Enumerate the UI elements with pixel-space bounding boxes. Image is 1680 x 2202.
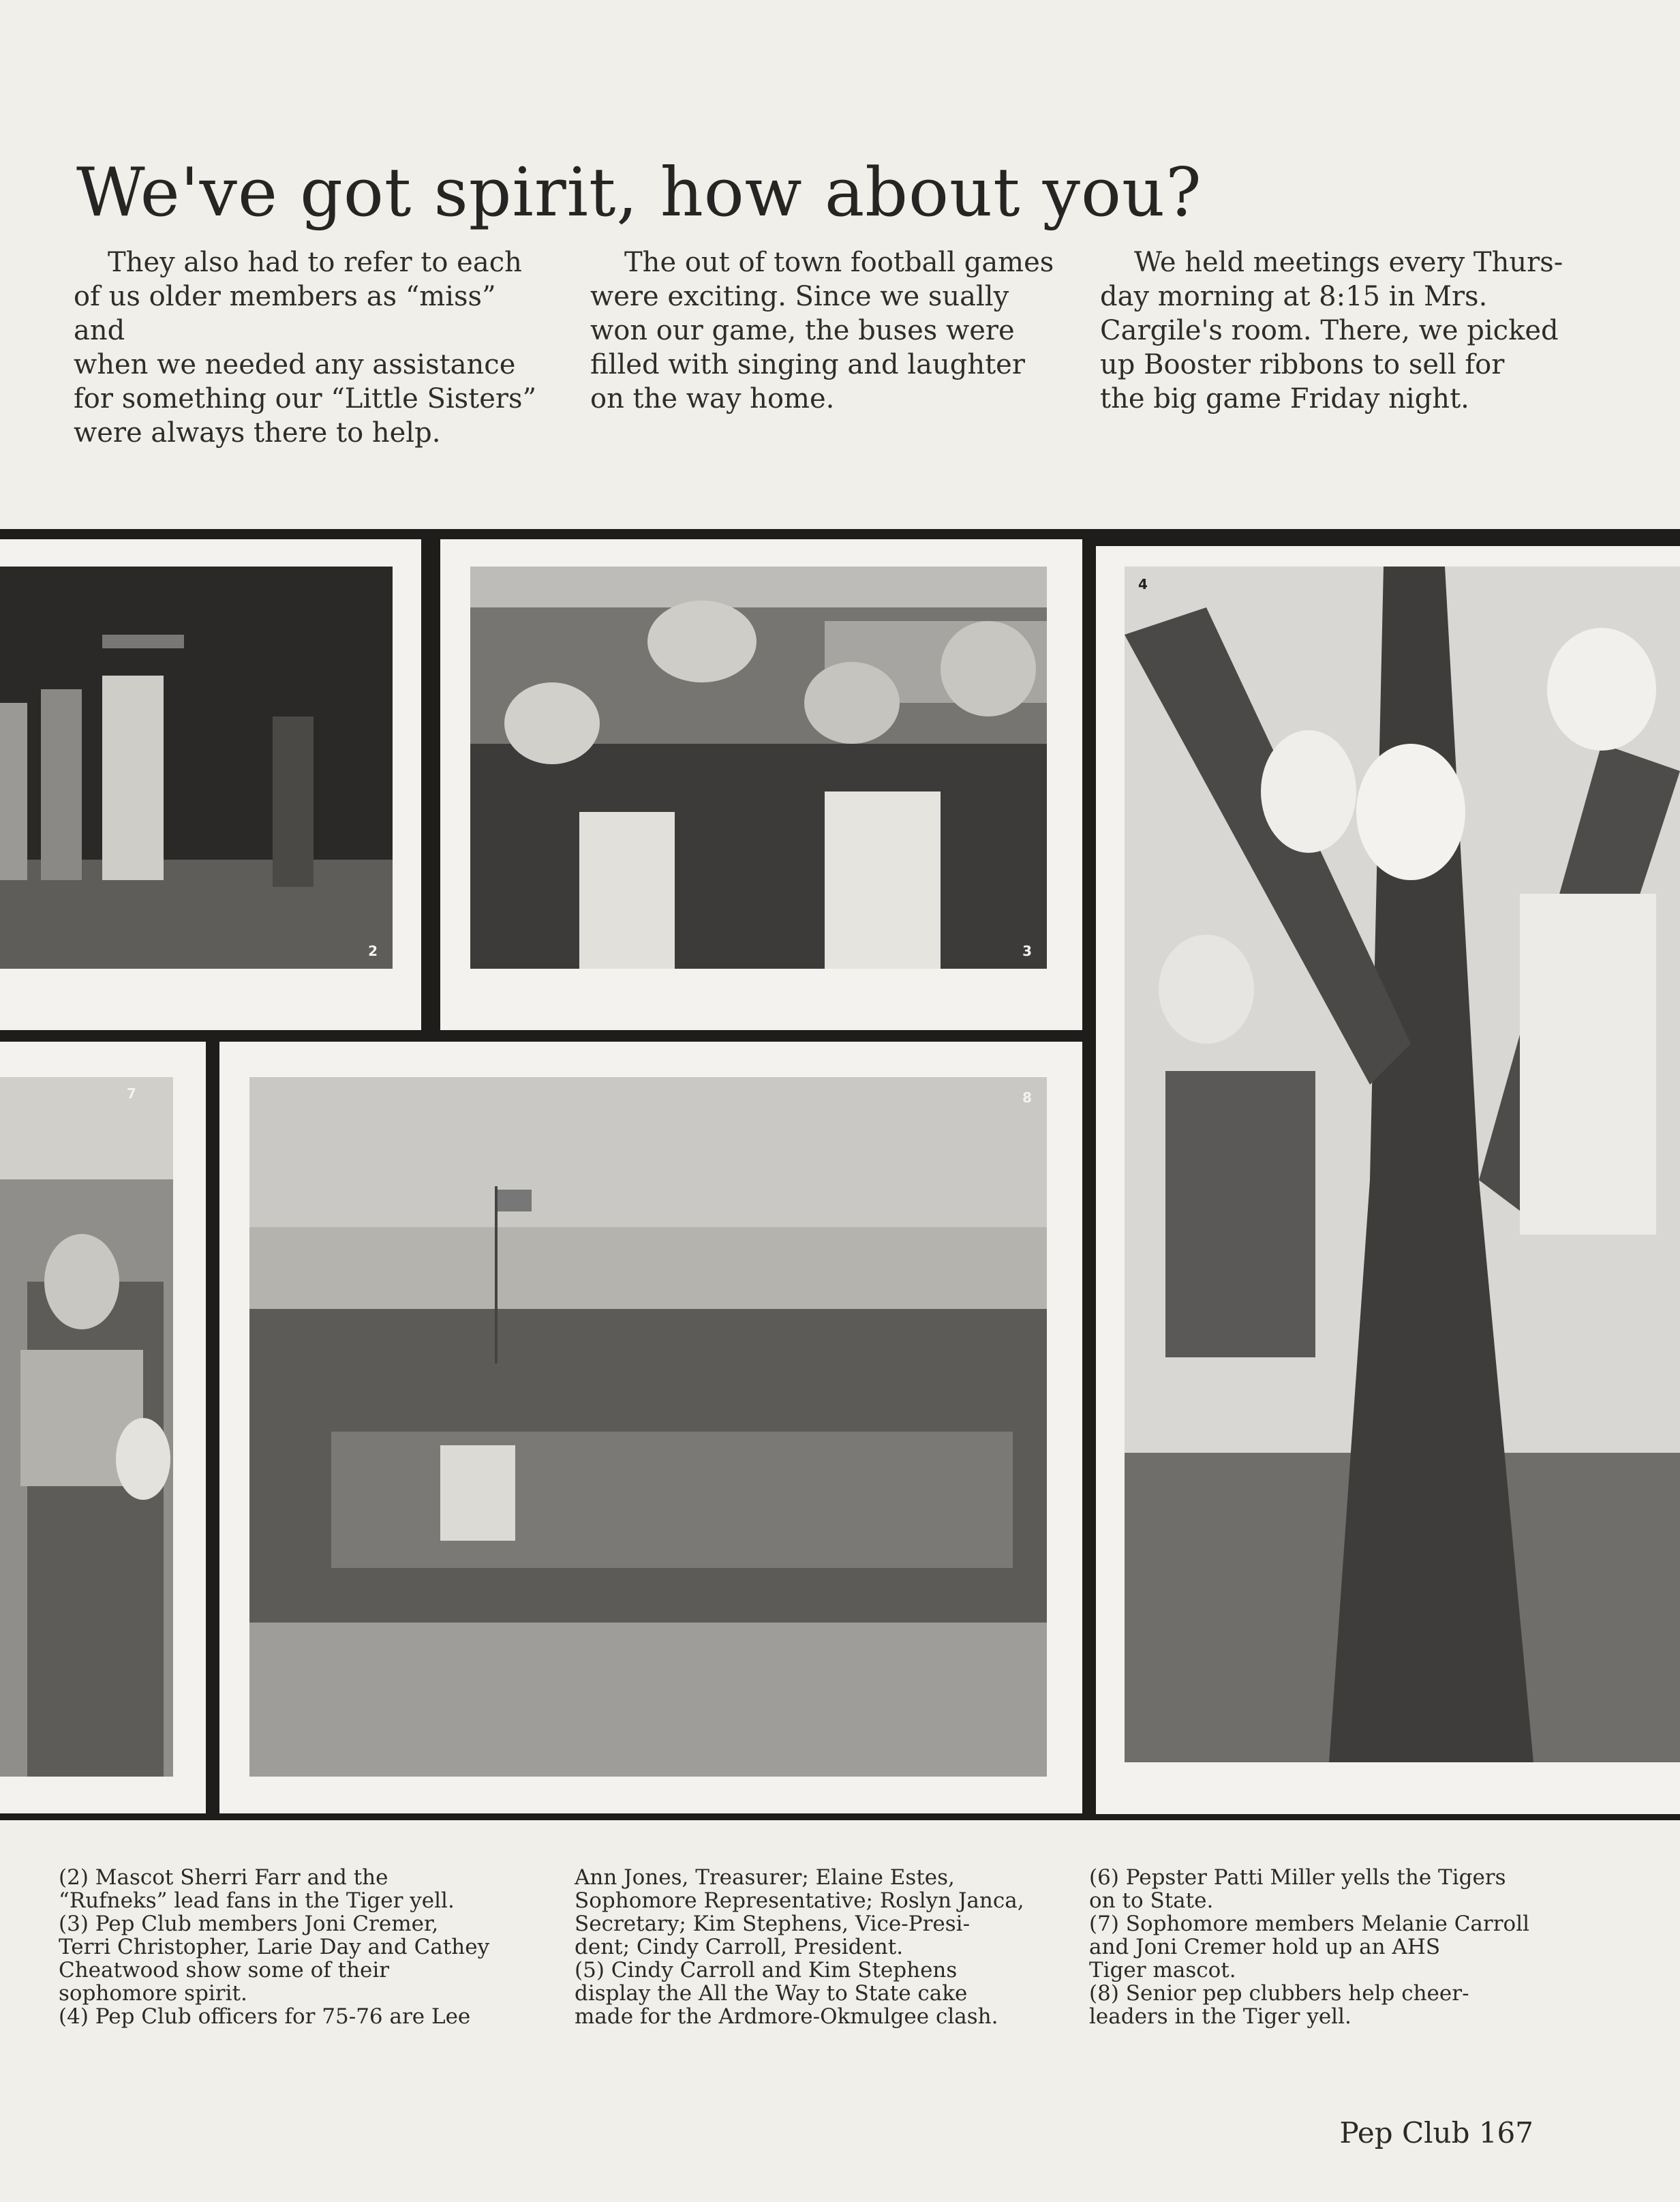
caption-line: Terri Christopher, Larie Day and Cathey (59, 1935, 490, 1959)
text-line: up Booster ribbons to sell for (1100, 349, 1505, 380)
caption-line: Secretary; Kim Stephens, Vice-Presi- (575, 1912, 971, 1936)
text-line: when we needed any assistance (74, 349, 516, 380)
folio-page-number: 167 (1478, 2116, 1533, 2150)
photo-image (1125, 567, 1680, 1762)
photo-image (470, 567, 1047, 969)
photo-officers-in-tree (1125, 567, 1680, 1762)
caption-column-3 (1089, 1866, 1580, 2028)
photo-mascot-fans (0, 567, 393, 969)
caption-line: Ann Jones, Treasurer; Elaine Estes, (575, 1865, 955, 1890)
caption-line: sophomore spirit. (59, 1981, 247, 2006)
caption-line: “Rufneks” lead fans in the Tiger yell. (59, 1888, 455, 1913)
photo-frame-3 (440, 539, 1082, 1030)
text-line: We held meetings every Thurs- (1134, 247, 1563, 278)
caption-line: (3) Pep Club members Joni Cremer, (59, 1912, 439, 1936)
caption-line: (2) Mascot Sherri Farr and the (59, 1865, 388, 1890)
text-line: for something our “Little Sisters” (74, 383, 537, 414)
folio-section: Pep Club (1339, 2116, 1470, 2150)
body-column-1 (74, 245, 551, 450)
photo-frame-7 (0, 1042, 206, 1813)
photo-frame-8 (219, 1042, 1082, 1813)
caption-line: Tiger mascot. (1089, 1958, 1236, 1982)
photo-senior-pep-clubbers (249, 1077, 1047, 1777)
text-line: They also had to refer to each (108, 247, 522, 278)
text-line: Cargile's room. There, we picked (1100, 315, 1559, 346)
caption-line: made for the Ardmore-Okmulgee clash. (575, 2004, 998, 2029)
text-line: won our game, the buses were (590, 315, 1015, 346)
caption-line: (4) Pep Club officers for 75-76 are Lee (59, 2004, 471, 2029)
text-line: day morning at 8:15 in Mrs. (1100, 281, 1488, 312)
photo-number: 3 (1022, 943, 1032, 959)
caption-line: dent; Cindy Carroll, President. (575, 1935, 904, 1959)
text-line: on the way home. (590, 383, 835, 414)
photo-image (249, 1077, 1047, 1777)
photo-board (0, 529, 1680, 1820)
caption-line: on to State. (1089, 1888, 1214, 1913)
page-title: We've got spirit, how about you? (76, 153, 1202, 232)
text-line: were always there to help. (74, 417, 441, 449)
caption-line: (5) Cindy Carroll and Kim Stephens (575, 1958, 958, 1982)
caption-line: display the All the Way to State cake (575, 1981, 968, 2006)
photo-tiger-mascot (0, 1077, 173, 1777)
caption-line: (7) Sophomore members Melanie Carroll (1089, 1912, 1530, 1936)
photo-sophomore-spirit (470, 567, 1047, 969)
body-column-2 (590, 245, 1067, 416)
photo-number: 8 (1022, 1089, 1032, 1106)
body-column-3 (1100, 245, 1598, 416)
text-line: were exciting. Since we sually (590, 281, 1009, 312)
caption-line: (6) Pepster Patti Miller yells the Tigers (1089, 1865, 1506, 1890)
caption-line: (8) Senior pep clubbers help cheer- (1089, 1981, 1469, 2006)
photo-number: 7 (127, 1085, 136, 1102)
photo-number: 2 (368, 943, 378, 959)
caption-line: Sophomore Representative; Roslyn Janca, (575, 1888, 1024, 1913)
photo-number: 4 (1138, 576, 1148, 592)
text-line: The out of town football games (624, 247, 1054, 278)
page-folio (1340, 2116, 1534, 2150)
text-line: filled with singing and laughter (590, 349, 1025, 380)
caption-line: leaders in the Tiger yell. (1089, 2004, 1351, 2029)
photo-image (0, 1077, 173, 1777)
caption-line: Cheatwood show some of their (59, 1958, 390, 1982)
caption-column-1 (59, 1866, 536, 2028)
photo-frame-4 (1096, 546, 1680, 1814)
text-line: the big game Friday night. (1100, 383, 1469, 414)
photo-image (0, 567, 393, 969)
caption-line: and Joni Cremer hold up an AHS (1089, 1935, 1441, 1959)
text-line: of us older members as “miss” and (74, 281, 496, 346)
photo-frame-2 (0, 539, 421, 1030)
caption-column-2 (575, 1866, 1065, 2028)
